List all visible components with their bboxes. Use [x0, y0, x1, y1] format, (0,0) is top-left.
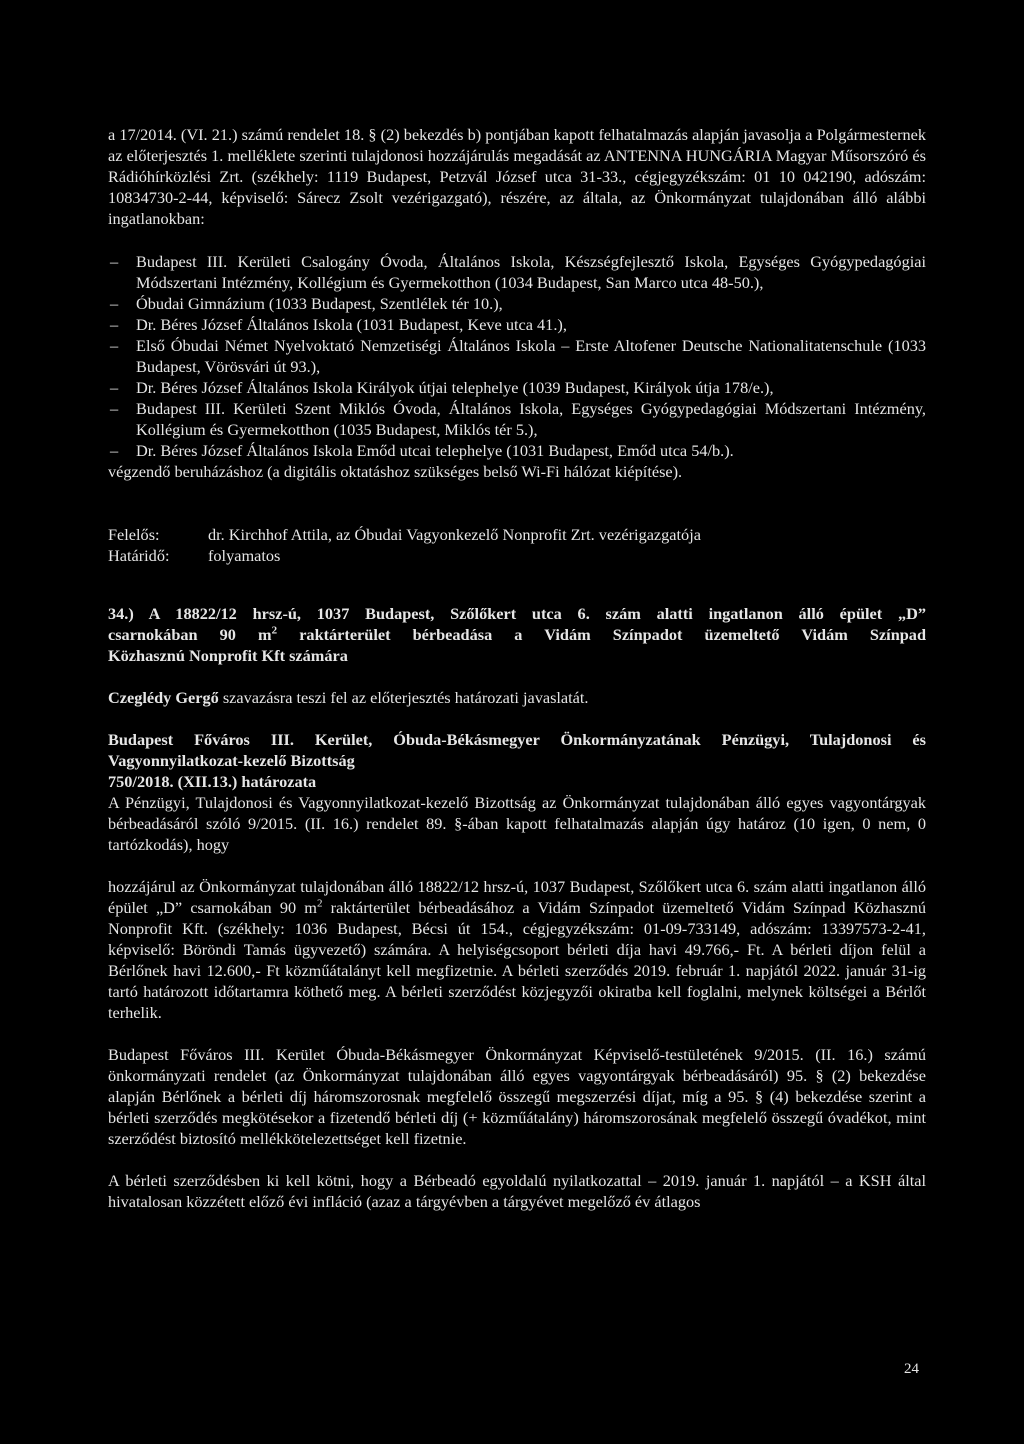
vote-text: szavazásra teszi fel az előterjesztés határozati javaslatát.: [218, 688, 589, 707]
list-item: [108, 440, 926, 461]
list-item-text: Dr. Béres József Általános Iskola (1031 Budapest, Keve utca 41.),: [136, 315, 567, 334]
purpose-line: végzendő beruházáshoz (a digitális oktatáshoz szükséges belső Wi-Fi hálózat kiépítése).: [108, 462, 683, 481]
list-item: [108, 335, 926, 377]
list-dash: –: [110, 336, 119, 355]
resolution-intro: A Pénzügyi, Tulajdonosi és Vagyonnyilatkozat-kezelő Bizottság az Önkormányzat tulajdonában álló egyes vagyontárgyak bérbeadásáról szóló 9/2015. (II. 16.) rendelet 89. §-ában kapott felhatalmazás alapján úgy határoz (10 igen, 0 nem, 0 tartózkodás), hogy: [108, 793, 926, 854]
committee-name: Budapest Főváros III. Kerület, Óbuda-Békásmegyer Önkormányzatának Pénzügyi, Tulajdonosi és Vagyonnyilatkozat-kezelő Bizottság: [108, 730, 926, 770]
list-item: [108, 314, 926, 335]
list-item-text: Első Óbudai Német Nyelvoktató Nemzetiségi Általános Iskola – Erste Altofener Deutsche Nationalitatenschule (1033 Budapest, Vörösvári út 93.),: [136, 336, 926, 376]
list-item: [108, 398, 926, 440]
list-item: [108, 293, 926, 314]
list-item-text: Budapest III. Kerületi Csalogány Óvoda, Általános Iskola, Készségfejlesztő Iskola, Egységes Gyógypedagógiai Módszertani Intézmény, Kollégium és Gyermekotthon (1034 Budapest, San Marco utca 48-50.),: [136, 252, 926, 292]
list-dash: –: [110, 294, 119, 313]
list-item-text: Dr. Béres József Általános Iskola Emőd utcai telephelye (1031 Budapest, Emőd utca 54/b.).: [136, 441, 734, 460]
list-item-text: Budapest III. Kerületi Szent Miklós Óvoda, Általános Iskola, Egységes Gyógypedagógiai Módszertani Intézmény, Kollégium és Gyermekotthon (1035 Budapest, Miklós tér 5.),: [136, 399, 926, 439]
vote-name: Czeglédy Gergő: [108, 688, 219, 707]
intro-paragraph: a 17/2014. (VI. 21.) számú rendelet 18. § (2) bekezdés b) pontjában kapott felhatalmazás alapján javasolja a Polgármesternek az előterjesztés 1. melléklete szerinti tulajdonosi hozzájárulás megadását az ANTENNA HUNGÁRIA Magyar Műsorszóró és Rádióhírközlési Zrt. (székhely: 1119 Budapest, Petzvál József utca 31-33., cégjegyzékszám: 01 10 042190, adószám: 10834730-2-44, képviselő: Sárecz Zsolt vezérigazgató), részére, az általa, az Önkormányzat tulajdonában álló alábbi ingatlanokban:: [108, 125, 926, 228]
heading-sup: 2: [271, 624, 278, 637]
list-item: [108, 377, 926, 398]
list-item-text: Dr. Béres József Általános Iskola Királyok útjai telephelye (1039 Budapest, Királyok útja 178/e.),: [136, 378, 774, 397]
property-list: [108, 251, 926, 461]
heading-line-2-post: raktárterület bérbeadása a Vidám Színpadot üzemeltető Vidám Színpad: [277, 625, 926, 644]
vote-line: [108, 687, 926, 708]
list-dash: –: [110, 441, 119, 460]
document-page: [108, 124, 926, 1212]
heading-line-2-pre: csarnokában 90 m: [108, 625, 272, 644]
heading-line-1: 34.) A 18822/12 hrsz-ú, 1037 Budapest, Szőlőkert utca 6. szám alatti ingatlanon álló épület „D”: [108, 604, 926, 623]
deadline-value: folyamatos: [208, 546, 281, 565]
responsible-label: Felelős:: [108, 525, 160, 544]
indexation-paragraph: A bérleti szerződésben ki kell kötni, hogy a Bérbeadó egyoldalú nyilatkozattal – 2019. január 1. napjától – a KSH által hivatalosan közzétett előző évi infláció (azaz a tárgyévben a tárgyévet megelőző év átlagos: [108, 1171, 926, 1211]
responsible-value: dr. Kirchhof Attila, az Óbudai Vagyonkezelő Nonprofit Zrt. vezérigazgatója: [208, 525, 701, 544]
heading-line-2: [108, 624, 926, 645]
heading-line-3: Közhasznú Nonprofit Kft számára: [108, 646, 348, 665]
list-dash: –: [110, 399, 119, 418]
ordinance-paragraph: Budapest Főváros III. Kerület Óbuda-Békásmegyer Önkormányzat Képviselő-testületének 9/2015. (II. 16.) számú önkormányzati rendelet (az Önkormányzat tulajdonában álló egyes vagyontárgyak bérbeadásáról) 95. § (2) bekezdése alapján Bérlőnek a bérleti díj háromszorosnak megfelelő összegű megszerzési díjat, míg a 95. § (4) bekezdése szerint a bérleti szerződés megkötésekor a fizetendő bérleti díj (+ közműátalány) háromszorosának megfelelő összegű óvadékot, mint szerződést biztosító mellékkötelezettséget kell fizetnie.: [108, 1045, 926, 1148]
consent-sup: 2: [316, 897, 323, 910]
consent-post: raktárterület bérbeadásához a Vidám Színpadot üzemeltető Vidám Színpad Közhasznú Nonprofit Kft. (székhely: 1036 Budapest, Bécsi út 154., cégjegyzékszám: 01-09-733149, adószám: 13397573-2-41, képviselő: Böröndi Tamás ügyvezető) számára. A helyiségcsoport bérleti díja havi 49.766,- Ft. A bérleti díjon felül a Bérlőnek havi 12.600,- Ft közműátalányt kell megfizetnie. A bérleti szerződés 2019. február 1. napjától 2022. január 31-ig tartó határozott időtartamra köthető meg. A bérleti szerződést közjegyzői okiratba kell foglalni, melynek költségei a Bérlőt terhelik.: [108, 898, 926, 1022]
list-item: [108, 251, 926, 293]
item-34-heading: [108, 603, 926, 666]
consent-pre: hozzájárul az Önkormányzat tulajdonában álló 18822/12 hrsz-ú, 1037 Budapest, Szőlőkert utca 6. szám alatti ingatlanon álló épület „D” csarnokában 90 m: [108, 877, 926, 917]
deadline-label: Határidő:: [108, 546, 170, 565]
responsible-block: [108, 524, 926, 566]
list-item-text: Óbudai Gimnázium (1033 Budapest, Szentlélek tér 10.),: [136, 294, 503, 313]
list-dash: –: [110, 252, 119, 271]
list-dash: –: [110, 378, 119, 397]
page-number: 24: [904, 1361, 919, 1377]
consent-paragraph: [108, 876, 926, 1023]
list-dash: –: [110, 315, 119, 334]
resolution-number: 750/2018. (XII.13.) határozata: [108, 772, 317, 791]
